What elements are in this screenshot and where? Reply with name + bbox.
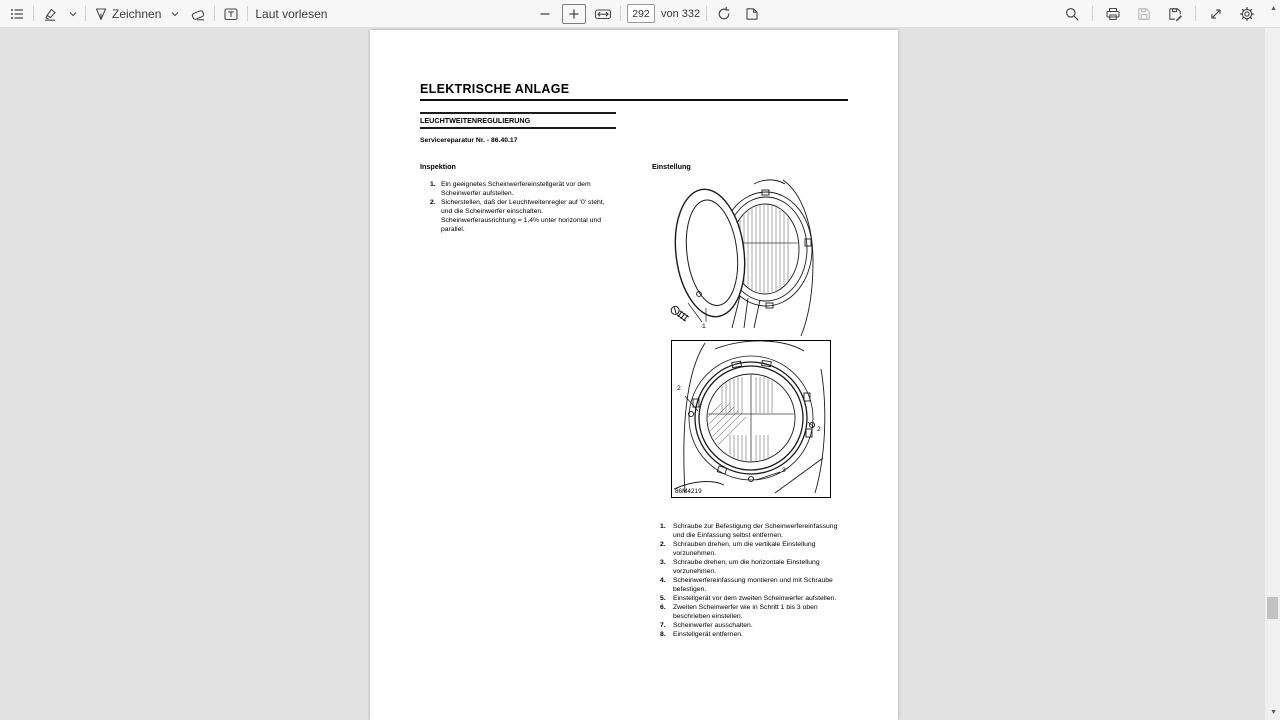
highlight-options-button[interactable] (66, 2, 80, 26)
list-item (660, 558, 844, 576)
toolbar-separator (706, 6, 707, 21)
step-number: 3. (660, 559, 666, 566)
list-item (660, 594, 844, 603)
step-text: Zweiten Scheinwerfer wie in Schritt 1 bis 3 oben beschrieben einstellen. (673, 604, 818, 620)
gear-icon (1239, 6, 1255, 22)
draw-button[interactable] (91, 2, 163, 26)
step-number: 8. (660, 631, 666, 638)
read-aloud-label: Laut vorlesen (255, 6, 328, 21)
erase-button[interactable] (187, 2, 209, 26)
pdf-page (370, 30, 898, 720)
step-text: Scheinwerfer ausschalten. (673, 622, 753, 629)
read-aloud-button[interactable] (253, 2, 329, 26)
step-number: 6. (660, 604, 666, 611)
fullscreen-button[interactable] (1205, 2, 1227, 26)
toolbar-separator (1092, 6, 1093, 21)
toolbar-separator (33, 6, 34, 21)
figure-headlamp-adjusters (671, 340, 831, 498)
settings-button[interactable] (1236, 2, 1258, 26)
step-text: Ein geeignetes Scheinwerfereinstellgerät vor dem Scheinwerfer aufstellen. (441, 181, 591, 197)
fit-to-width-button[interactable] (592, 2, 614, 26)
headlamp-adjusters-illustration (672, 341, 828, 495)
step-text: Sicherstellen, daß der Leuchtweitenregler auf '0' steht, und die Scheinwerfer einschalten. Scheinwerferausrichtung = 1,4% unter horizontal und parallel. (441, 199, 605, 233)
step-number: 5. (660, 595, 666, 602)
scroll-down-button[interactable]: ▼ (1270, 709, 1277, 716)
toolbar-separator (247, 6, 248, 21)
save-button[interactable] (1133, 2, 1155, 26)
list-item (660, 540, 844, 558)
service-repair-number: Servicereparatur Nr. - 86.40.17 (420, 137, 518, 144)
headlamp-exploded-illustration (662, 177, 818, 339)
toolbar-separator (1195, 6, 1196, 21)
pen-icon (93, 6, 109, 22)
step-text: Schraube drehen, um die horizontale Einstellung vorzunehmen. (673, 559, 820, 575)
list-item (660, 576, 844, 594)
zoom-out-button[interactable] (534, 2, 556, 26)
figure2-callout-2b: 2 (817, 426, 821, 433)
toolbar-separator (85, 6, 86, 21)
page-view-button[interactable] (741, 2, 763, 26)
figure2-callout-2a: 2 (677, 385, 681, 392)
section-rule-bottom (420, 127, 616, 129)
rotate-button[interactable] (713, 2, 735, 26)
highlight-button[interactable] (39, 2, 61, 26)
toolbar-left-group (6, 0, 329, 27)
toolbar-separator (214, 6, 215, 21)
table-of-contents-button[interactable] (6, 2, 28, 26)
title-rule (420, 99, 848, 101)
draw-button-label: Zeichnen (112, 6, 162, 21)
fit-to-width-icon (594, 6, 612, 22)
page-number-input[interactable] (627, 4, 655, 23)
step-text: Schrauben drehen, um die vertikale Einstellung vorzunehmen. (673, 541, 816, 557)
figure2-callout-3: 3 (782, 467, 786, 474)
highlighter-icon (42, 6, 58, 22)
draw-options-button[interactable] (168, 2, 182, 26)
list-item (430, 180, 611, 198)
section-heading: LEUCHTWEITENREGULIERUNG (420, 116, 531, 125)
page-view-icon (744, 6, 760, 22)
list-item (660, 603, 844, 621)
scroll-up-button[interactable]: ▲ (1270, 5, 1277, 12)
plus-icon (567, 7, 581, 21)
toolbar-center-group (534, 0, 763, 27)
search-button[interactable] (1061, 2, 1083, 26)
list-item (660, 630, 844, 639)
adjustment-heading: Einstellung (652, 162, 691, 171)
step-text: Einstellgerät entfernen. (673, 631, 743, 638)
section-rule-top (420, 112, 616, 114)
step-text: Schraube zur Befestigung der Scheinwerfereinfassung und die Einfassung selbst entfernen. (673, 523, 838, 539)
page-count-label: von 332 (661, 7, 701, 20)
chevron-down-icon (68, 9, 78, 19)
scrollbar-thumb[interactable] (1267, 597, 1278, 619)
save-as-button[interactable] (1164, 2, 1186, 26)
step-number: 2. (660, 541, 666, 548)
figure1-callout-1: 1 (702, 323, 706, 330)
step-text: Scheinwerfereinfassung montieren und mit Schraube befestigen. (673, 577, 833, 593)
step-number: 7. (660, 622, 666, 629)
table-of-contents-icon (9, 6, 25, 22)
step-number: 2. (430, 199, 436, 206)
page-title: ELEKTRISCHE ANLAGE (420, 82, 570, 96)
search-icon (1064, 6, 1080, 22)
printer-icon (1105, 6, 1121, 22)
step-number: 4. (660, 577, 666, 584)
figure-reference-code: 86M4219 (675, 488, 702, 495)
list-item (660, 522, 844, 540)
zoom-in-button[interactable] (562, 4, 586, 24)
toolbar-right-group (1061, 0, 1258, 27)
figure-headlamp-exploded (662, 177, 818, 339)
add-text-icon (223, 6, 239, 22)
toolbar-separator (620, 6, 621, 21)
list-item (430, 198, 611, 234)
step-number: 1. (660, 523, 666, 530)
step-text: Einstellgerät vor dem zweiten Scheinwerfer aufstellen. (673, 595, 837, 602)
inspection-heading: Inspektion (420, 162, 456, 171)
list-item (660, 621, 844, 630)
save-as-icon (1167, 6, 1183, 22)
add-text-button[interactable] (220, 2, 242, 26)
print-button[interactable] (1102, 2, 1124, 26)
minus-icon (538, 7, 552, 21)
fullscreen-icon (1208, 6, 1224, 22)
adjustment-steps (660, 522, 844, 639)
chevron-down-icon (170, 9, 180, 19)
inspection-steps (430, 180, 611, 234)
save-icon (1136, 6, 1152, 22)
pdf-toolbar (0, 0, 1280, 28)
eraser-icon (190, 6, 206, 22)
step-number: 1. (430, 181, 436, 188)
rotate-icon (716, 6, 732, 22)
